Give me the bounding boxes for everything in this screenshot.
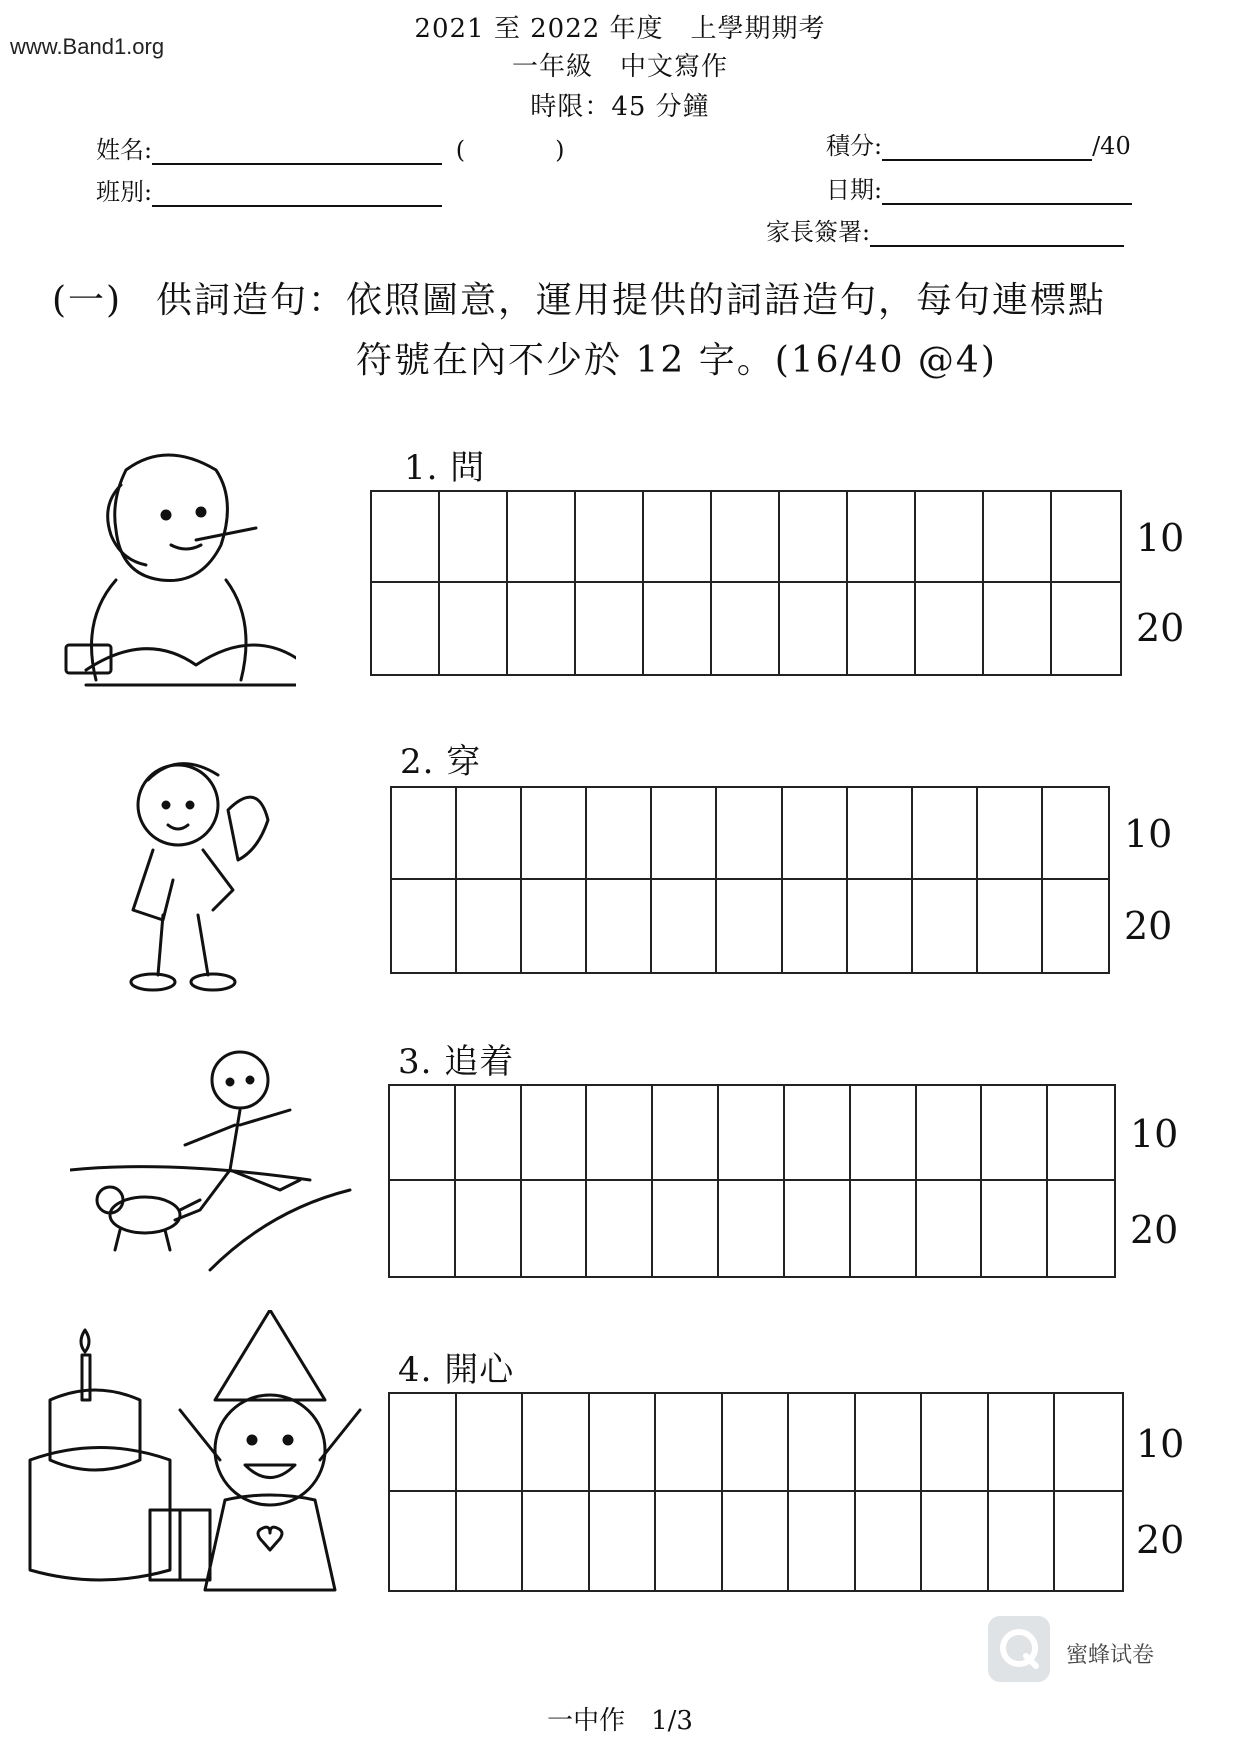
- boy-dressing-illustration: [108, 750, 278, 1000]
- writing-cell[interactable]: [780, 492, 848, 583]
- writing-cell[interactable]: [712, 583, 780, 674]
- writing-cell[interactable]: [989, 1492, 1056, 1590]
- writing-cell[interactable]: [644, 583, 712, 674]
- writing-cell[interactable]: [457, 880, 522, 972]
- writing-cell[interactable]: [457, 788, 522, 880]
- writing-cell[interactable]: [576, 583, 644, 674]
- writing-cell[interactable]: [372, 583, 440, 674]
- name-field[interactable]: [96, 130, 564, 165]
- name-blank[interactable]: [152, 141, 442, 165]
- writing-cell[interactable]: [457, 1492, 524, 1590]
- writing-cell[interactable]: [783, 880, 848, 972]
- writing-cell[interactable]: [978, 880, 1043, 972]
- section-title-line1: 供詞造句：依照圖意，運用提供的詞語造句，每句連標點: [156, 280, 1107, 321]
- paren-open: (: [455, 136, 466, 164]
- writing-cell[interactable]: [783, 788, 848, 880]
- writing-cell[interactable]: [982, 1181, 1048, 1276]
- writing-cell[interactable]: [440, 583, 508, 674]
- watermark-site: www.Band1.org: [10, 34, 165, 59]
- boy-thinking-illustration: [56, 440, 296, 700]
- class-field[interactable]: [96, 172, 442, 207]
- writing-cell[interactable]: [522, 1086, 588, 1181]
- question-3-grid[interactable]: [388, 1084, 1116, 1278]
- writing-cell[interactable]: [984, 492, 1052, 583]
- writing-cell[interactable]: [508, 492, 576, 583]
- score-blank[interactable]: [882, 137, 1092, 161]
- logo-text: 蜜蜂试卷: [1066, 1643, 1155, 1668]
- writing-cell[interactable]: [719, 1181, 785, 1276]
- date-blank[interactable]: [882, 181, 1132, 205]
- writing-cell[interactable]: [723, 1492, 790, 1590]
- writing-cell[interactable]: [723, 1394, 790, 1492]
- writing-cell[interactable]: [848, 583, 916, 674]
- writing-cell[interactable]: [372, 492, 440, 583]
- question-1-grid[interactable]: [370, 490, 1122, 676]
- score-total: /40: [1092, 132, 1131, 160]
- writing-cell[interactable]: [982, 1086, 1048, 1181]
- question-2-count-10: 10: [1124, 812, 1173, 856]
- writing-cell[interactable]: [576, 492, 644, 583]
- writing-cell[interactable]: [652, 880, 717, 972]
- writing-cell[interactable]: [913, 880, 978, 972]
- writing-cell[interactable]: [440, 492, 508, 583]
- class-label: 班別:: [96, 178, 153, 206]
- writing-cell[interactable]: [656, 1492, 723, 1590]
- writing-cell[interactable]: [913, 788, 978, 880]
- question-4-grid[interactable]: [388, 1392, 1124, 1592]
- writing-cell[interactable]: [656, 1394, 723, 1492]
- writing-cell[interactable]: [587, 1181, 653, 1276]
- q-logo-icon: [988, 1616, 1050, 1682]
- writing-cell[interactable]: [508, 583, 576, 674]
- writing-cell[interactable]: [390, 1394, 457, 1492]
- writing-cell[interactable]: [456, 1086, 522, 1181]
- writing-cell[interactable]: [587, 1086, 653, 1181]
- writing-cell[interactable]: [522, 788, 587, 880]
- parent-sign-field[interactable]: [766, 212, 1124, 247]
- writing-cell[interactable]: [712, 492, 780, 583]
- writing-cell[interactable]: [789, 1394, 856, 1492]
- writing-cell[interactable]: [856, 1394, 923, 1492]
- writing-cell[interactable]: [523, 1492, 590, 1590]
- writing-cell[interactable]: [917, 1086, 983, 1181]
- writing-cell[interactable]: [916, 492, 984, 583]
- question-1-count-10: 10: [1136, 516, 1185, 560]
- writing-cell[interactable]: [456, 1181, 522, 1276]
- writing-cell[interactable]: [780, 583, 848, 674]
- writing-cell[interactable]: [1048, 1086, 1114, 1181]
- writing-cell[interactable]: [587, 880, 652, 972]
- birthday-celebration-illustration: [20, 1310, 370, 1600]
- writing-cell[interactable]: [851, 1181, 917, 1276]
- exam-subject: 一年級 中文寫作: [511, 52, 728, 82]
- writing-cell[interactable]: [922, 1492, 989, 1590]
- writing-cell[interactable]: [717, 880, 782, 972]
- writing-cell[interactable]: [652, 788, 717, 880]
- question-4-count-10: 10: [1136, 1422, 1185, 1466]
- parent-sign-blank[interactable]: [870, 223, 1124, 247]
- question-2-count-20: 20: [1124, 904, 1173, 948]
- writing-cell[interactable]: [856, 1492, 923, 1590]
- writing-cell[interactable]: [916, 583, 984, 674]
- parent-sign-label: 家長簽署:: [766, 218, 871, 246]
- writing-cell[interactable]: [392, 880, 457, 972]
- score-label: 積分:: [826, 132, 883, 160]
- writing-cell[interactable]: [984, 583, 1052, 674]
- writing-cell[interactable]: [1055, 1492, 1122, 1590]
- writing-cell[interactable]: [1043, 788, 1108, 880]
- score-field[interactable]: [826, 126, 1131, 161]
- question-1-count-20: 20: [1136, 606, 1185, 650]
- question-4-count-20: 20: [1136, 1518, 1185, 1562]
- writing-cell[interactable]: [390, 1492, 457, 1590]
- class-blank[interactable]: [152, 183, 442, 207]
- writing-cell[interactable]: [590, 1492, 657, 1590]
- writing-cell[interactable]: [522, 1181, 588, 1276]
- writing-cell[interactable]: [851, 1086, 917, 1181]
- section-title-line2: 符號在內不少於 12 字。(16/40 @4): [356, 340, 997, 381]
- writing-cell[interactable]: [1052, 492, 1120, 583]
- writing-cell[interactable]: [989, 1394, 1056, 1492]
- question-1-label: 1. 問: [404, 448, 486, 488]
- writing-cell[interactable]: [719, 1086, 785, 1181]
- writing-cell[interactable]: [590, 1394, 657, 1492]
- writing-cell[interactable]: [848, 492, 916, 583]
- paren-close: ): [555, 136, 565, 164]
- writing-cell[interactable]: [392, 788, 457, 880]
- writing-cell[interactable]: [390, 1181, 456, 1276]
- exam-title: 2021 至 2022 年度 上學期期考: [414, 14, 826, 44]
- question-4-label: 4. 開心: [398, 1350, 515, 1390]
- page-footer: 一中作 1/3: [547, 1706, 693, 1736]
- writing-cell[interactable]: [785, 1086, 851, 1181]
- writing-cell[interactable]: [1052, 583, 1120, 674]
- writing-cell[interactable]: [789, 1492, 856, 1590]
- writing-cell[interactable]: [390, 1086, 456, 1181]
- date-field[interactable]: [826, 170, 1132, 205]
- date-label: 日期:: [826, 176, 883, 204]
- writing-cell[interactable]: [1048, 1181, 1114, 1276]
- section-number: (一): [52, 280, 123, 321]
- writing-cell[interactable]: [978, 788, 1043, 880]
- writing-cell[interactable]: [644, 492, 712, 583]
- name-label: 姓名:: [96, 136, 153, 164]
- writing-cell[interactable]: [1043, 880, 1108, 972]
- question-2-grid[interactable]: [390, 786, 1110, 974]
- writing-cell[interactable]: [653, 1086, 719, 1181]
- exam-time-limit: 時限：45 分鐘: [530, 92, 710, 122]
- writing-cell[interactable]: [587, 788, 652, 880]
- question-2-label: 2. 穿: [400, 742, 482, 782]
- writing-cell[interactable]: [1055, 1394, 1122, 1492]
- boy-chasing-dog-illustration: [70, 1040, 360, 1290]
- writing-cell[interactable]: [848, 788, 913, 880]
- question-3-count-20: 20: [1130, 1208, 1179, 1252]
- writing-cell[interactable]: [922, 1394, 989, 1492]
- writing-cell[interactable]: [653, 1181, 719, 1276]
- writing-cell[interactable]: [523, 1394, 590, 1492]
- writing-cell[interactable]: [848, 880, 913, 972]
- writing-cell[interactable]: [917, 1181, 983, 1276]
- question-3-label: 3. 追着: [398, 1042, 515, 1082]
- writing-cell[interactable]: [457, 1394, 524, 1492]
- writing-cell[interactable]: [785, 1181, 851, 1276]
- question-3-count-10: 10: [1130, 1112, 1179, 1156]
- writing-cell[interactable]: [717, 788, 782, 880]
- writing-cell[interactable]: [522, 880, 587, 972]
